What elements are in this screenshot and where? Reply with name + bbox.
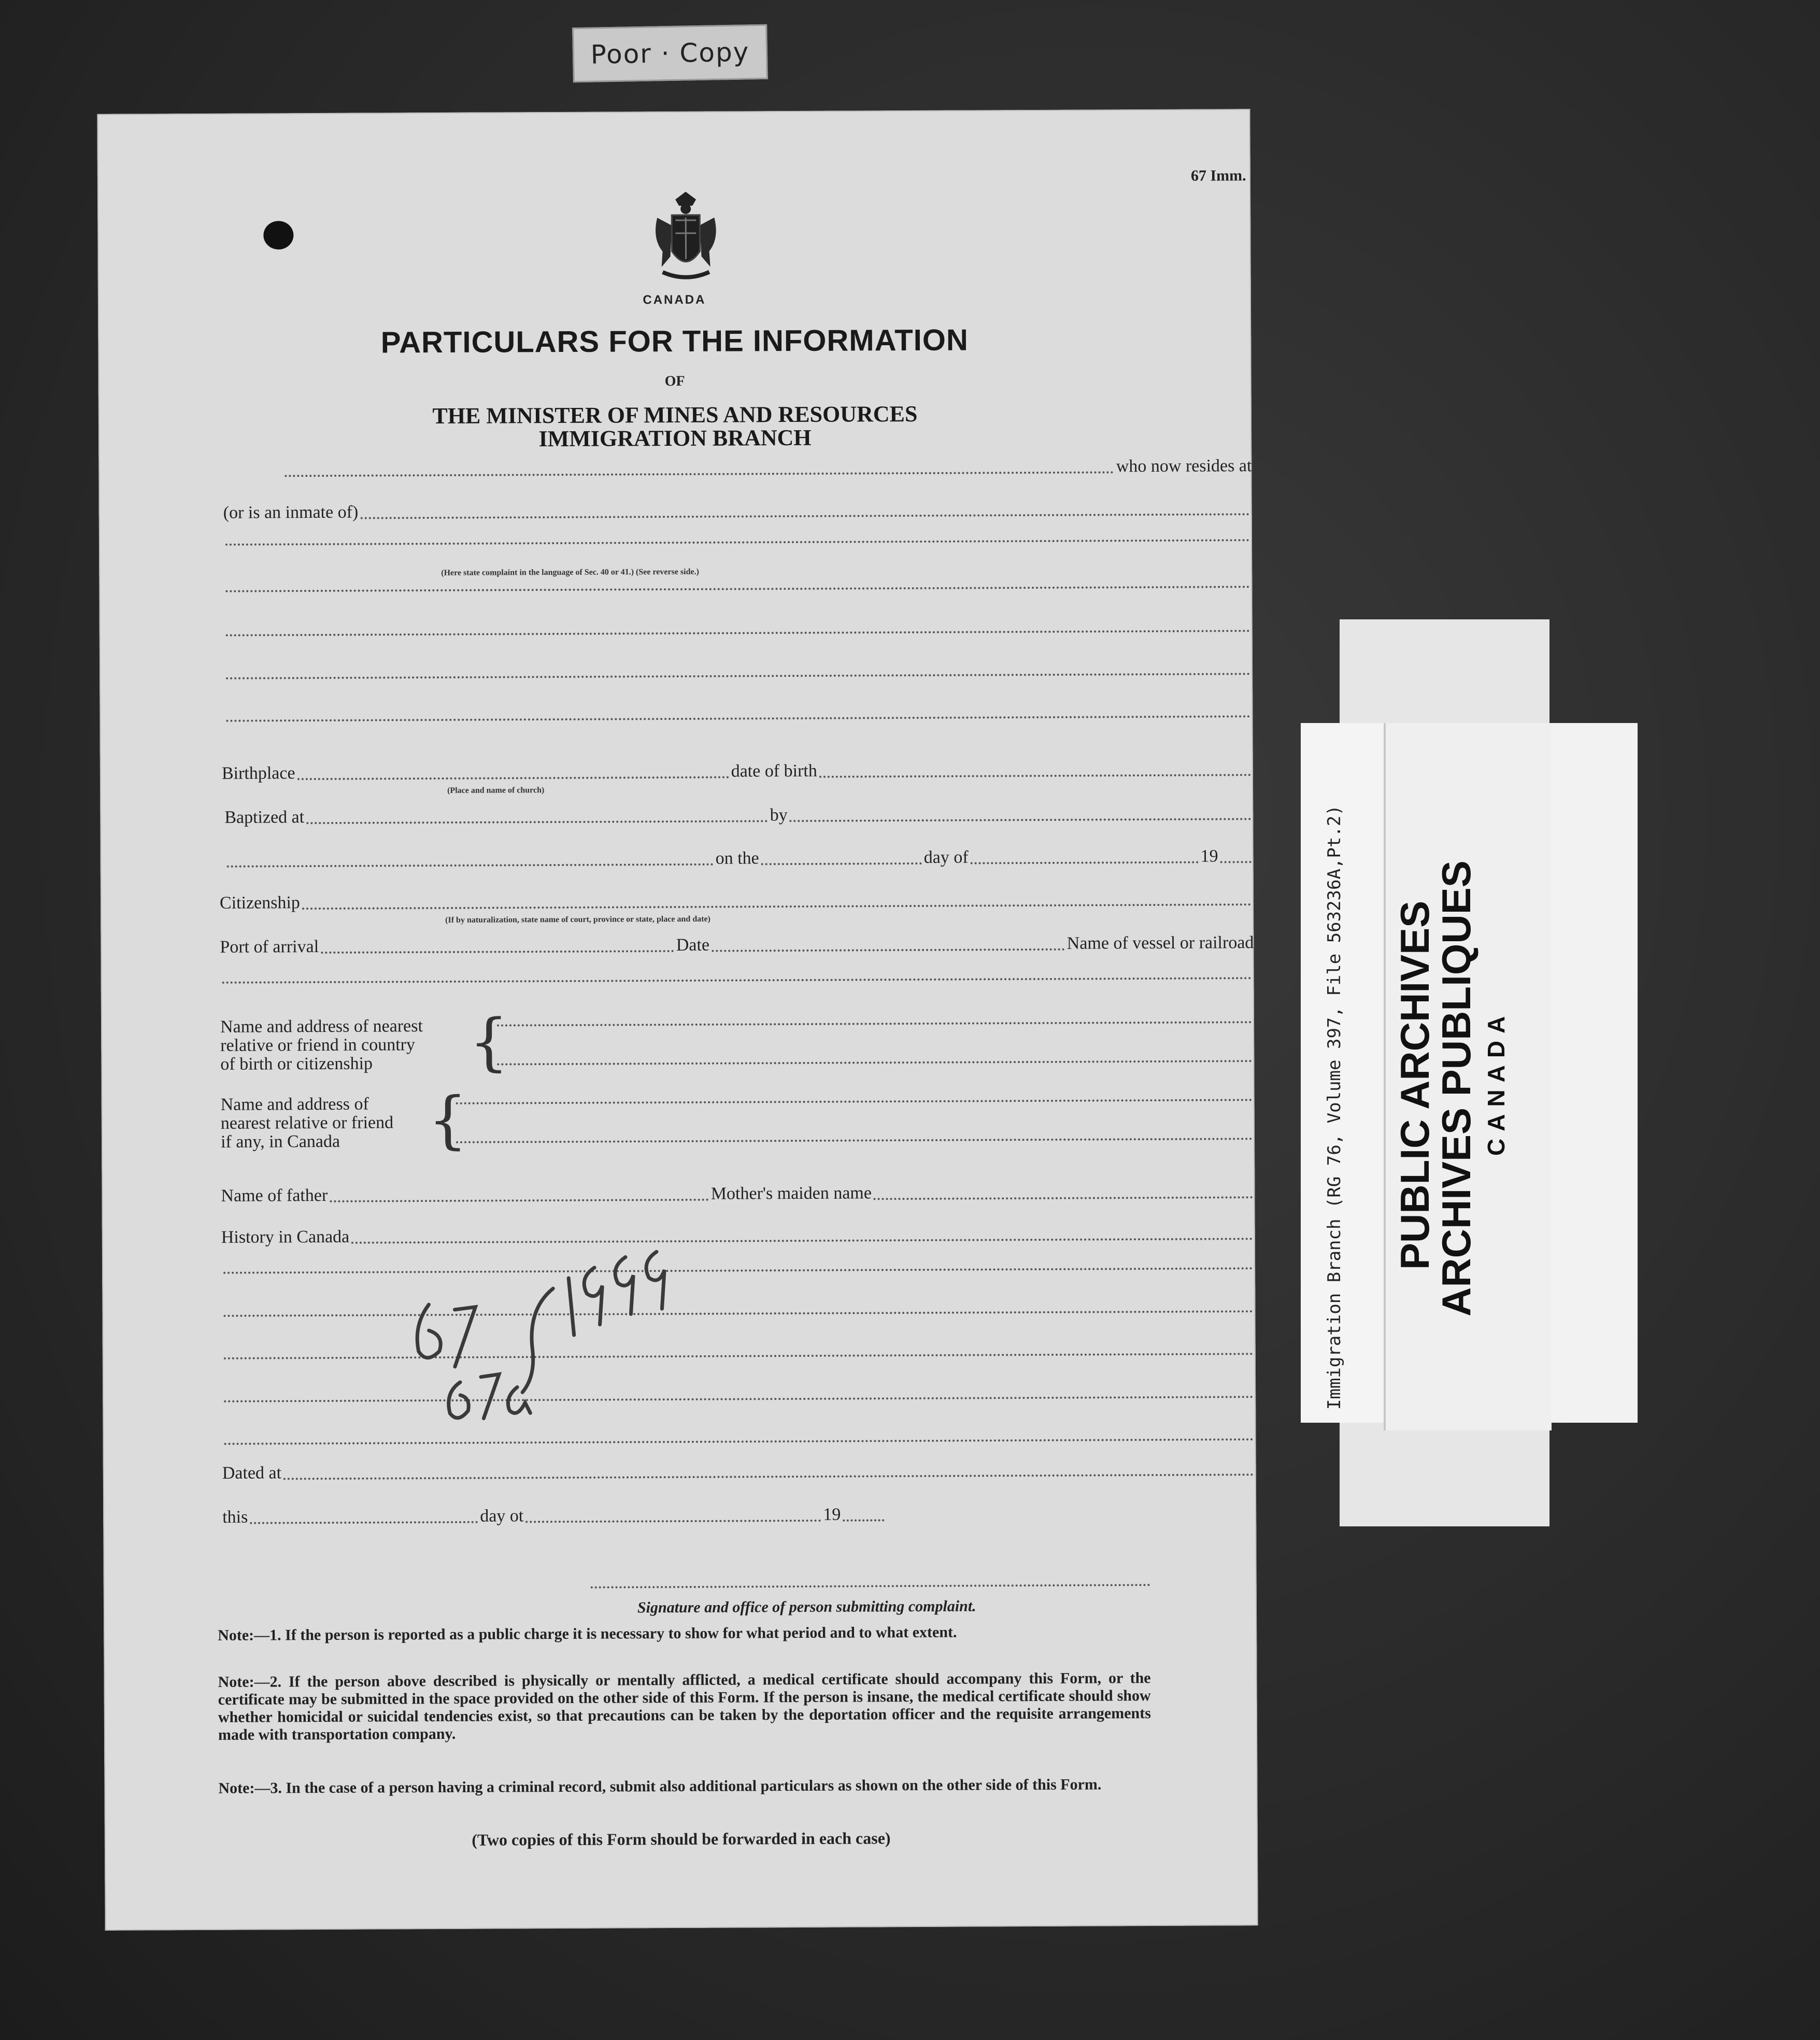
copies-note: (Two copies of this Form should be forwarded in each case) <box>472 1829 891 1849</box>
dated-at-field[interactable] <box>283 1474 1254 1480</box>
complaint-field-3[interactable] <box>226 630 1250 636</box>
archive-file-reference: Immigration Branch (RG 76, Volume 397, File 563236A,Pt.2) <box>1324 805 1345 1410</box>
this-year-field[interactable] <box>843 1519 884 1521</box>
archive-line-3: CANADA <box>1483 1009 1510 1156</box>
mother-label: Mother's maiden name <box>710 1183 872 1203</box>
note-2: Note:—2. If the person above described is physically or mentally afflicted, a medical certificate should accompany this Form, or the certificate may be submitted in the space provided on the other side of this Form. If the person is insane, the medical certificate should show whether homicidal or suicidal tendencies exist, so that precautions can be taken by the deportation officer and the requisite arrangements made with transportation company. <box>218 1669 1151 1744</box>
parents-row <box>221 1182 1255 1206</box>
year2-label: 19 <box>823 1505 841 1524</box>
relative-country-field-1[interactable] <box>497 1021 1252 1026</box>
form-title: PARTICULARS FOR THE INFORMATION <box>380 323 969 360</box>
country-label: CANADA <box>643 292 706 307</box>
date-of-birth-field[interactable] <box>819 774 1251 778</box>
form-paper <box>97 109 1258 1931</box>
note-3: Note:—3. In the case of a person having a criminal record, submit also additional particulars as shown on the other side of this Form. <box>218 1776 1102 1797</box>
vessel-label: Name of vessel or railroad <box>1067 933 1254 953</box>
dated-at-label: Dated at <box>222 1463 282 1483</box>
arrival-date-field[interactable] <box>712 948 1065 952</box>
birthplace-label: Birthplace <box>221 763 295 783</box>
relative-country-line-3: of birth or citizenship <box>220 1054 373 1074</box>
vessel-line <box>220 977 1254 987</box>
relative-country-row-1 <box>495 1021 1254 1029</box>
complaint-field-4[interactable] <box>226 673 1250 679</box>
relative-canada-field-1[interactable] <box>456 1099 1253 1104</box>
dated-row <box>222 1459 1256 1483</box>
history-line-4 <box>222 1396 1256 1406</box>
complaint-line-5 <box>224 715 1253 725</box>
complaint-line-3 <box>224 630 1253 640</box>
relative-country-field-2[interactable] <box>497 1060 1252 1065</box>
relative-country-row-2 <box>495 1060 1254 1068</box>
history-field-1[interactable] <box>223 1267 1253 1274</box>
birthplace-row <box>222 759 1253 784</box>
day-of-label: day of <box>923 847 969 867</box>
brace-icon: { <box>468 1006 509 1079</box>
mother-field[interactable] <box>874 1196 1253 1200</box>
history-line-2 <box>221 1310 1255 1320</box>
relative-canada-line-1: Name and address of <box>220 1094 369 1114</box>
form-title-of: OF <box>664 373 685 390</box>
history-field-4[interactable] <box>224 1396 1254 1402</box>
date-of-birth-label: date of birth <box>731 761 817 781</box>
arrival-row <box>220 933 1254 957</box>
complaint-field-1[interactable] <box>225 539 1250 546</box>
baptized-by-field[interactable] <box>790 818 1252 822</box>
complaint-field-2[interactable] <box>225 586 1250 592</box>
name-field[interactable] <box>285 471 1114 477</box>
complaint-line-2 <box>223 586 1252 596</box>
history-row <box>221 1223 1255 1248</box>
this-label: this <box>222 1507 248 1527</box>
relative-canada-row-2 <box>454 1138 1255 1146</box>
baptized-label: Baptized at <box>224 808 305 827</box>
relative-canada-label <box>221 1095 394 1151</box>
citizenship-field[interactable] <box>302 903 1252 910</box>
resides-label: who now resides at <box>1116 456 1252 476</box>
port-label: Port of arrival <box>220 937 319 957</box>
port-field[interactable] <box>321 950 674 954</box>
baptized-at-field[interactable] <box>306 820 768 824</box>
complaint-line-4 <box>224 673 1253 683</box>
baptism-day-field[interactable] <box>761 862 922 865</box>
birthplace-field[interactable] <box>297 776 729 781</box>
complaint-line-1 <box>223 539 1252 549</box>
coat-of-arms-icon <box>647 189 725 288</box>
brace-icon: { <box>428 1084 468 1157</box>
punch-hole <box>263 221 293 249</box>
archive-line-2: ARCHIVES PUBLIQUES <box>1433 860 1479 1316</box>
inmate-field[interactable] <box>360 513 1249 519</box>
church-hint: (Place and name of church) <box>447 786 545 795</box>
relative-canada-line-3: if any, in Canada <box>220 1131 340 1152</box>
relative-canada-field-2[interactable] <box>456 1138 1253 1143</box>
form-number: 67 Imm. <box>1190 167 1246 185</box>
complaint-field-5[interactable] <box>226 715 1250 722</box>
poor-copy-tag: Poor · Copy <box>572 24 768 83</box>
resides-row <box>282 456 1252 480</box>
naturalization-hint: (If by naturalization, state name of court, province or state, place and date) <box>445 914 710 925</box>
history-field-2[interactable] <box>223 1310 1253 1317</box>
archive-card-side <box>1549 723 1638 1423</box>
baptism-month-field[interactable] <box>971 861 1199 865</box>
history-line-3 <box>222 1353 1256 1363</box>
baptized-row <box>224 803 1253 828</box>
baptism-year-field[interactable] <box>1220 861 1252 863</box>
note-1: Note:—1. If the person is reported as a public charge it is necessary to show for what period and to what extent. <box>218 1623 957 1644</box>
history-field-0[interactable] <box>351 1238 1253 1244</box>
day-ot-label: day ot <box>480 1506 524 1526</box>
history-field-5[interactable] <box>224 1438 1254 1445</box>
by-label: by <box>770 805 788 825</box>
form-branch: IMMIGRATION BRANCH <box>538 424 812 452</box>
complaint-hint: (Here state complaint in the language of Sec. 40 or 41.) (See reverse side.) <box>441 567 699 577</box>
relative-country-label <box>220 1017 423 1074</box>
baptism-date-row <box>225 846 1254 871</box>
on-the-label: on the <box>715 848 759 868</box>
signature-label: Signature and office of person submitting complaint. <box>637 1597 976 1617</box>
signature-line[interactable] <box>591 1584 1150 1589</box>
date-label: Date <box>676 935 710 955</box>
archive-line-1: PUBLIC ARCHIVES <box>1392 900 1438 1270</box>
father-label: Name of father <box>221 1185 328 1206</box>
inmate-label: (or is an inmate of) <box>223 502 359 522</box>
relative-canada-row-1 <box>454 1099 1255 1108</box>
citizenship-row <box>220 889 1254 913</box>
this-day-field[interactable] <box>250 1521 478 1524</box>
year-label: 19 <box>1200 846 1218 866</box>
father-field[interactable] <box>330 1199 709 1202</box>
baptism-place-field[interactable] <box>227 863 714 868</box>
relative-country-line-2: relative or friend in country <box>220 1035 416 1055</box>
history-line-1 <box>221 1267 1255 1277</box>
history-line-5 <box>222 1438 1256 1448</box>
relative-canada-line-2: nearest relative or friend <box>220 1113 394 1133</box>
handwritten-notation <box>397 1246 689 1444</box>
vessel-field[interactable] <box>222 977 1252 984</box>
this-day-row <box>222 1504 992 1527</box>
history-field-3[interactable] <box>224 1353 1254 1359</box>
this-month-field[interactable] <box>525 1520 821 1523</box>
citizenship-label: Citizenship <box>219 893 300 913</box>
form-minister: THE MINISTER OF MINES AND RESOURCES <box>432 401 918 429</box>
inmate-row <box>223 499 1252 523</box>
relative-country-line-1: Name and address of nearest <box>220 1016 423 1037</box>
history-label: History in Canada <box>221 1227 350 1247</box>
